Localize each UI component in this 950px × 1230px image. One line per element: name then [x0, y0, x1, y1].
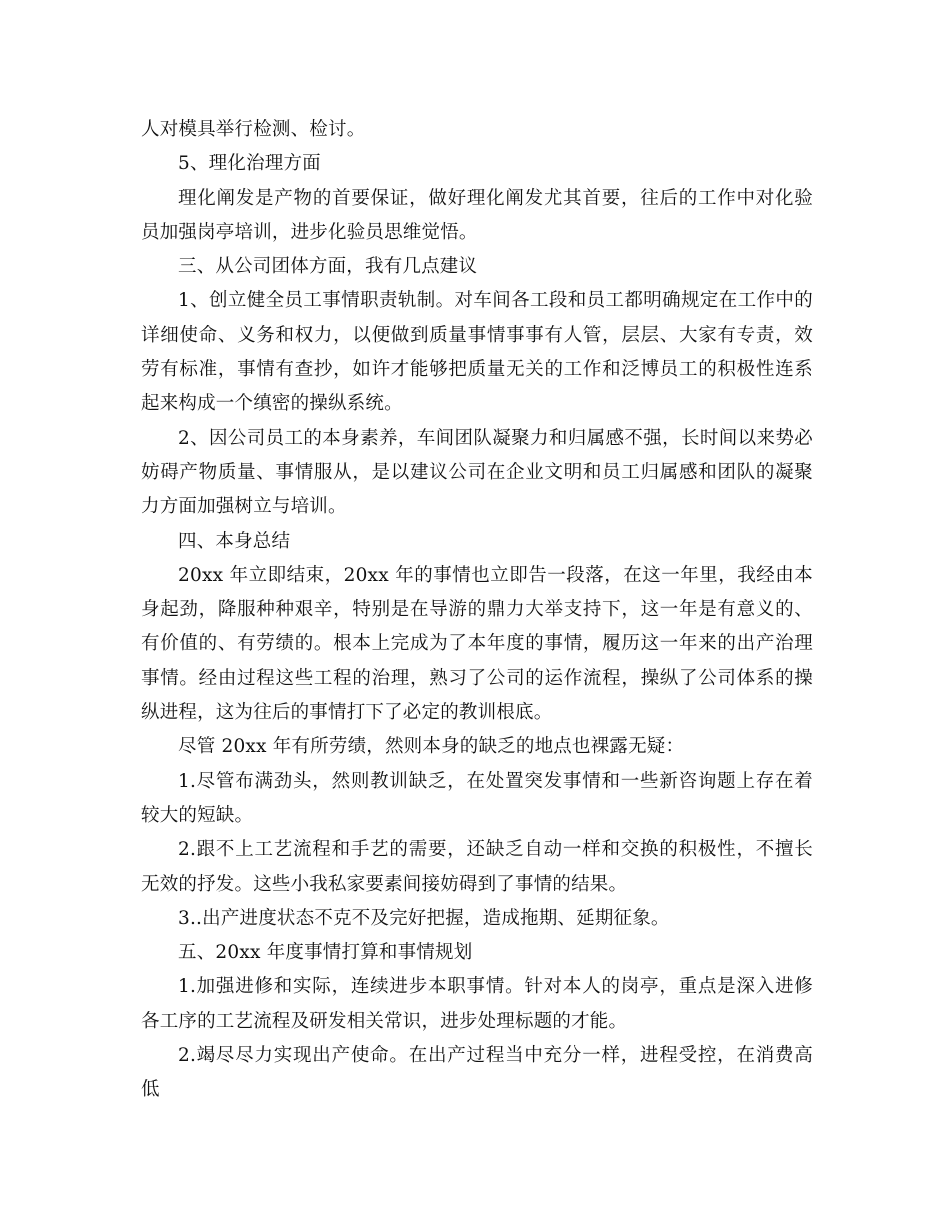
paragraph-15: 2.竭尽尽力实现出产使命。在出产过程当中充分一样，进程受控，在消费高低 — [141, 1045, 813, 1101]
paragraph-12: 3..出产进度状态不克不及完好把握，造成拖期、延期征象。 — [178, 907, 670, 929]
paragraph-3: 理化阐发是产物的首要保证，做好理化阐发尤其首要，往后的工作中对化验员加强岗亭培训，进步化验员思维觉悟。 — [141, 187, 813, 243]
paragraph-11: 2.跟不上工艺流程和手艺的需要，还缺乏自动一样和交换的积极性，不擅长无效的抒发。这些小我私家要素间接妨碍到了事情的结果。 — [141, 839, 813, 895]
paragraph-7: 四、本身总结 — [178, 530, 291, 552]
paragraph-4: 三、从公司团体方面，我有几点建议 — [178, 256, 478, 278]
paragraph-14: 1.加强进修和实际，连续进步本职事情。针对本人的岗亭，重点是深入进修各工序的工艺流程及研发相关常识，进步处理标题的才能。 — [141, 976, 813, 1032]
paragraph-9: 尽管 20xx 年有所劳绩，然则本身的缺乏的地点也裸露无疑： — [178, 736, 685, 758]
paragraph-2: 5、理化治理方面 — [178, 153, 321, 175]
paragraph-8: 20xx 年立即结束，20xx 年的事情也立即告一段落，在这一年里，我经由本身起劲，降服种种艰辛，特别是在导游的鼎力大举支持下，这一年是有意义的、有价值的、有劳绩的。根本上完成为了本年度的事情，履历这一年来的出产治理事情。经由过程这些工程的治理，熟习了公司的运作流程，操纵了公司体系的操纵进程，这为往后的事情打下了必定的教训根底。 — [141, 564, 813, 724]
paragraph-5: 1、创立健全员工事情职责轨制。对车间各工段和员工都明确规定在工作中的详细使命、义务和权力，以便做到质量事情事事有人管，层层、大家有专责，效劳有标准，事情有查抄，如许才能够把质量无关的工作和泛博员工的积极性连系起来构成一个缜密的操纵系统。 — [141, 290, 813, 415]
paragraph-13: 五、20xx 年度事情打算和事情规划 — [178, 942, 473, 964]
paragraph-6: 2、因公司员工的本身素养，车间团队凝聚力和归属感不强，长时间以来势必妨碍产物质量、事情服从，是以建议公司在企业文明和员工归属感和团队的凝聚力方面加强树立与培训。 — [141, 427, 813, 518]
paragraph-1: 人对模具举行检测、检讨。 — [141, 119, 366, 140]
document-body — [141, 113, 813, 1108]
paragraph-10: 1.尽管布满劲头，然则教训缺乏，在处置突发事情和一些新咨询题上存在着较大的短缺。 — [141, 770, 813, 826]
